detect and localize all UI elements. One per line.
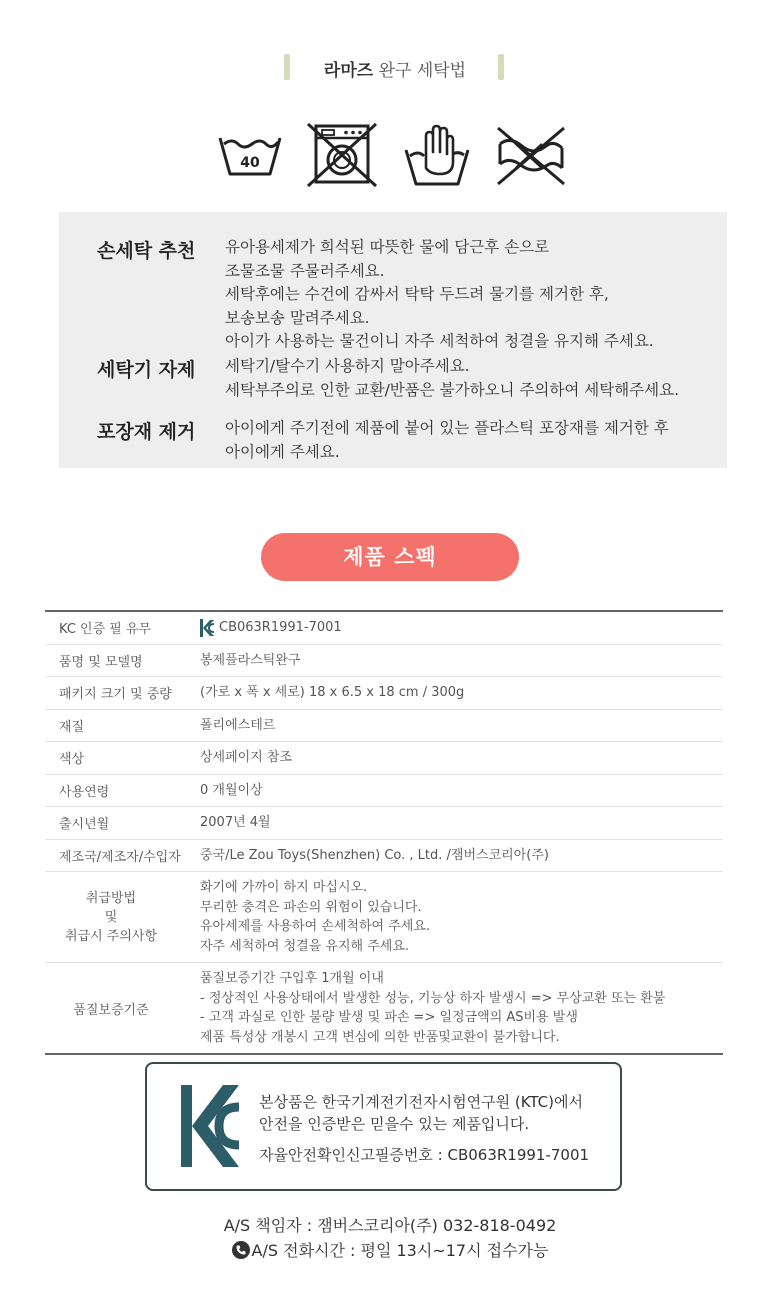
spec-key <box>45 872 177 962</box>
kc-mark-icon <box>200 619 215 637</box>
spec-value-line: - 고객 과실로 인한 불량 발생 및 파손 => 일정금액의 AS비용 발생 <box>200 1010 578 1025</box>
spec-value <box>200 710 723 742</box>
table-row <box>45 742 723 775</box>
as-hours-text: A/S 전화시간 : 평일 13시~17시 접수가능 <box>251 1241 549 1260</box>
as-manager: A/S 책임자 : 잼버스코리아(주) 032-818-0492 <box>223 1216 557 1235</box>
care-line: 유아용세제가 희석된 따뜻한 물에 담근후 손으로 <box>225 238 550 256</box>
spec-value-line: 2007년 4월 <box>200 815 271 830</box>
spec-value <box>200 807 723 839</box>
spec-table <box>45 610 723 1055</box>
spec-value <box>200 840 723 872</box>
spec-key: 패키지 크기 및 중량 <box>59 687 172 703</box>
as-hours <box>0 1238 780 1261</box>
spec-key: KC 인증 필 유무 <box>59 622 152 638</box>
spec-value <box>200 677 723 709</box>
spec-value-line: (가로 x 폭 x 세로) 18 x 6.5 x 18 cm / 300g <box>200 685 465 700</box>
spec-key: 품명 및 모델명 <box>59 654 143 670</box>
spec-value-line: CB063R1991-7001 <box>219 620 342 635</box>
spec-value-line: - 정상적인 사용상태에서 발생한 성능, 기능상 하자 발생시 => 무상교환 또는 환불 <box>200 990 666 1006</box>
table-row <box>45 710 723 743</box>
care-title <box>300 56 490 81</box>
spec-value <box>200 872 723 962</box>
table-row <box>45 677 723 710</box>
header-accent-bar-left <box>284 54 290 80</box>
spec-value <box>200 963 723 1053</box>
spec-key-multiline: 취급방법 및 취급시 주의사항 <box>64 890 158 944</box>
care-line: 세탁부주의로 인한 교환/반품은 불가하오니 주의하여 세탁해주세요. <box>225 380 680 399</box>
spec-value <box>200 775 723 807</box>
care-line: 아이에게 주세요. <box>225 442 340 461</box>
table-row <box>45 963 723 1053</box>
spec-value-line: 제품 특성상 개봉시 고객 변심에 의한 반품및교환이 불가합니다. <box>200 1029 560 1045</box>
care-line: 아이에게 주기전에 제품에 붙어 있는 플라스틱 포장재를 제거한 후 <box>225 419 669 437</box>
care-header <box>0 52 780 82</box>
care-line: 보송보송 말려주세요. <box>225 308 370 327</box>
spec-key: 재질 <box>59 719 85 735</box>
kc-mark-icon <box>181 1085 241 1167</box>
header-accent-bar-right <box>498 54 504 80</box>
spec-value-line: 폴리에스테르 <box>200 717 276 733</box>
table-row <box>45 807 723 840</box>
spec-key: 제조국/제조자/수입자 <box>59 849 181 865</box>
spec-key: 출시년월 <box>59 817 110 833</box>
care-row-label: 손세탁 추천 <box>97 240 196 262</box>
spec-value-line: 유아세제를 사용하여 손세척하여 주세요. <box>200 919 431 934</box>
spec-value-line: 0 개월이상 <box>200 782 263 798</box>
care-title-rest: 완구 세탁법 <box>378 61 467 81</box>
kc-notice-line: 본상품은 한국기계전기전자시험연구원 (KTC)에서 <box>259 1093 583 1111</box>
spec-key: 색상 <box>59 752 85 768</box>
care-row-text <box>225 236 715 354</box>
spec-value <box>200 742 723 774</box>
hand-wash-icon <box>402 122 472 188</box>
care-line: 조물조물 주물러주세요. <box>225 261 385 280</box>
spec-key: 품질보증기준 <box>73 1002 149 1018</box>
no-washing-machine-icon <box>306 122 378 188</box>
care-row-label: 세탁기 자제 <box>97 359 196 381</box>
table-row <box>45 775 723 808</box>
phone-icon <box>232 1241 250 1259</box>
no-wring-icon <box>494 122 568 188</box>
kc-notice-line: 안전을 인증받은 믿을수 있는 제품입니다. <box>259 1115 530 1133</box>
spec-value <box>200 645 723 677</box>
spec-value-line: 화기에 가까이 하지 마십시오. <box>200 880 368 895</box>
care-line: 아이가 사용하는 물건이니 자주 세척하여 청결을 유지해 주세요. <box>225 332 654 350</box>
kc-notice-text <box>259 1091 609 1135</box>
care-line: 세탁후에는 수건에 감싸서 탁탁 두드려 물기를 제거한 후, <box>225 285 609 303</box>
spec-value-line: 중국/Le Zou Toys(Shenzhen) Co. , Ltd. /잼버스코리아(주) <box>200 847 549 863</box>
spec-value-line: 상세페이지 참조 <box>200 750 293 765</box>
spec-value-line: 자주 세척하여 청결을 유지해 주세요. <box>200 938 410 954</box>
care-icons <box>0 122 780 192</box>
care-row-text <box>225 417 715 464</box>
spec-value <box>200 612 723 644</box>
spec-key: 사용연령 <box>59 784 110 800</box>
spec-value-line: 무리한 충격은 파손의 위험이 있습니다. <box>200 899 422 915</box>
care-row-label: 포장재 제거 <box>97 421 196 443</box>
kc-cert-number: 자율안전확인신고필증번호 : CB063R1991-7001 <box>259 1146 590 1164</box>
care-instructions <box>59 212 727 468</box>
wash-40-icon <box>216 122 284 180</box>
table-row <box>45 872 723 963</box>
table-row <box>45 840 723 873</box>
spec-value-line: 품질보증기간 구입후 1개월 이내 <box>200 971 384 986</box>
kc-certification-notice <box>145 1062 622 1191</box>
table-row <box>45 612 723 645</box>
spec-title: 제품 스펙 <box>261 533 519 581</box>
spec-value-line: 봉제플라스틱완구 <box>200 652 301 668</box>
care-row-text <box>225 355 715 402</box>
table-row <box>45 645 723 678</box>
wash-temp-label: 40 <box>240 155 260 171</box>
care-line: 세탁기/탈수기 사용하지 말아주세요. <box>225 357 470 375</box>
brand-name: 라마즈 <box>323 61 374 81</box>
